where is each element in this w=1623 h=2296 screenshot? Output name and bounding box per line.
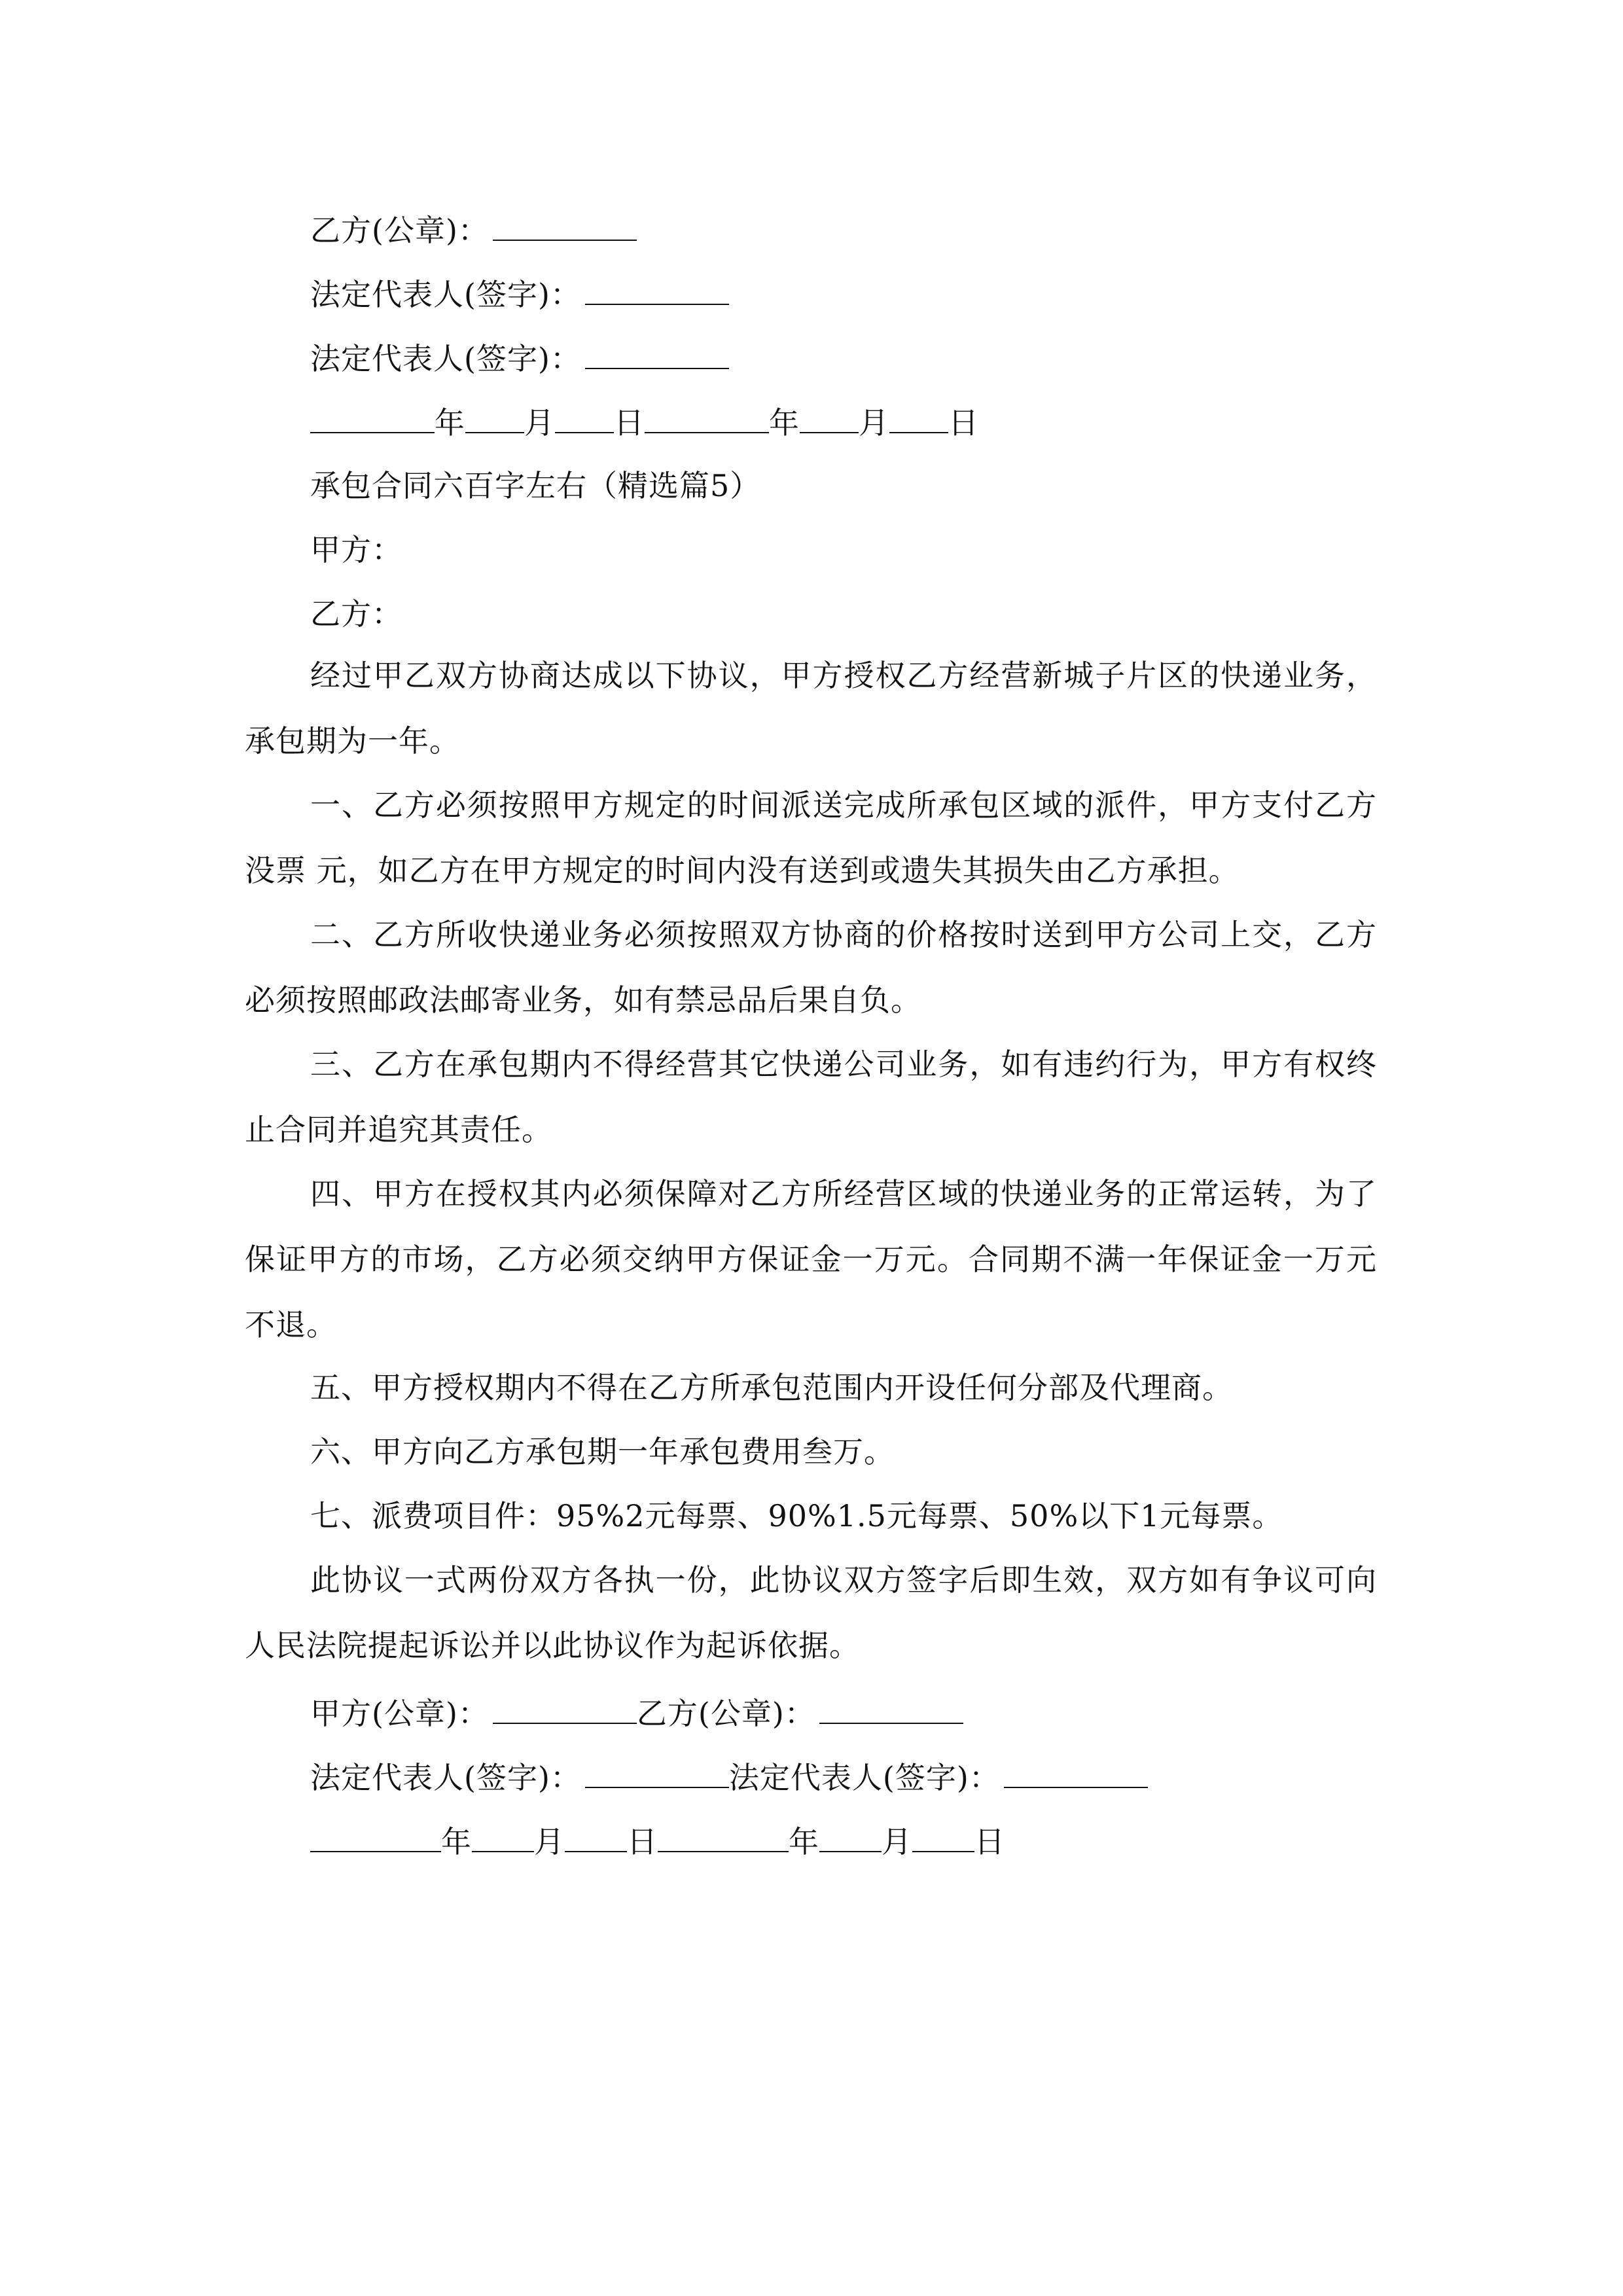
month-blank	[472, 1822, 534, 1852]
date-line-bottom	[310, 1822, 1005, 1861]
day-blank	[889, 403, 948, 433]
party-a-rep-label: 法定代表人(签字)：	[310, 1760, 581, 1795]
year-label: 年	[789, 1824, 819, 1859]
month-label: 月	[882, 1824, 912, 1859]
year-label: 年	[441, 1824, 472, 1859]
day-label: 日	[614, 405, 645, 440]
party-b-rep-label: 法定代表人(签字)：	[728, 1760, 1000, 1795]
month-blank	[465, 403, 524, 433]
year-label: 年	[769, 405, 800, 440]
party-b-seal-line	[310, 211, 637, 250]
closing-paragraph: 此协议一式两份双方各执一份，此协议双方签字后即生效，双方如有争议可向人民法院提起诉讼并以此协议作为起诉依据。	[245, 1562, 1377, 1663]
day-label: 日	[948, 405, 979, 440]
day-blank	[555, 403, 614, 433]
clause-4: 四、甲方在授权其内必须保障对乙方所经营区域的快递业务的正常运转，为了保证甲方的市场，乙方必须交纳甲方保证金一万元。合同期不满一年保证金一万元不退。	[245, 1176, 1377, 1342]
month-label: 月	[859, 405, 889, 440]
intro-paragraph: 经过甲乙双方协商达成以下协议，甲方授权乙方经营新城子片区的快递业务，承包期为一年。	[245, 658, 1377, 759]
contract-title: 承包合同六百字左右（精选篇5）	[310, 468, 761, 503]
signature-blank	[585, 339, 729, 369]
day-label: 日	[974, 1824, 1005, 1859]
month-blank	[819, 1822, 882, 1852]
clause-2: 二、乙方所收快递业务必须按照双方协商的价格按时送到甲方公司上交，乙方必须按照邮政法邮寄业务，如有禁忌品后果自负。	[245, 917, 1377, 1018]
signature-blank	[493, 211, 637, 241]
clause-1: 一、乙方必须按照甲方规定的时间派送完成所承包区域的派件，甲方支付乙方没票 元，如乙方在甲方规定的时间内没有送到或遗失其损失由乙方承担。	[245, 787, 1377, 888]
year-blank	[645, 403, 769, 433]
signature-blank	[819, 1694, 963, 1724]
day-blank	[912, 1822, 974, 1852]
year-blank	[310, 1822, 441, 1852]
party-a-seal-label: 甲方(公章)：	[310, 1696, 489, 1731]
clause-5: 五、甲方授权期内不得在乙方所承包范围内开设任何分部及代理商。	[310, 1370, 1233, 1405]
month-label: 月	[534, 1824, 565, 1859]
date-line-top	[310, 403, 979, 442]
legal-rep-label: 法定代表人(签字)：	[310, 277, 581, 312]
day-blank	[565, 1822, 627, 1852]
month-label: 月	[524, 405, 555, 440]
party-b-label: 乙方：	[310, 596, 402, 632]
signature-blank	[585, 1758, 729, 1788]
month-blank	[800, 403, 859, 433]
clause-7: 七、派费项目件：95%2元每票、90%1.5元每票、50%以下1元每票。	[310, 1498, 1283, 1534]
day-label: 日	[627, 1824, 658, 1859]
year-blank	[310, 403, 435, 433]
signature-blank	[1004, 1758, 1148, 1788]
legal-rep-line	[310, 1758, 1148, 1797]
party-b-seal-label: 乙方(公章)：	[310, 213, 489, 248]
signature-blank	[585, 275, 729, 305]
legal-rep-sign-line-1	[310, 275, 729, 314]
clause-6: 六、甲方向乙方承包期一年承包费用叁万。	[310, 1434, 895, 1469]
year-blank	[658, 1822, 789, 1852]
legal-rep-label: 法定代表人(签字)：	[310, 341, 581, 376]
party-b-seal-label: 乙方(公章)：	[636, 1696, 815, 1731]
signature-blank	[493, 1694, 637, 1724]
party-a-label: 甲方：	[310, 532, 402, 567]
year-label: 年	[435, 405, 465, 440]
clause-3: 三、乙方在承包期内不得经营其它快递公司业务，如有违约行为，甲方有权终止合同并追究其责任。	[245, 1047, 1377, 1147]
legal-rep-sign-line-2	[310, 339, 729, 378]
seal-line	[310, 1694, 963, 1733]
